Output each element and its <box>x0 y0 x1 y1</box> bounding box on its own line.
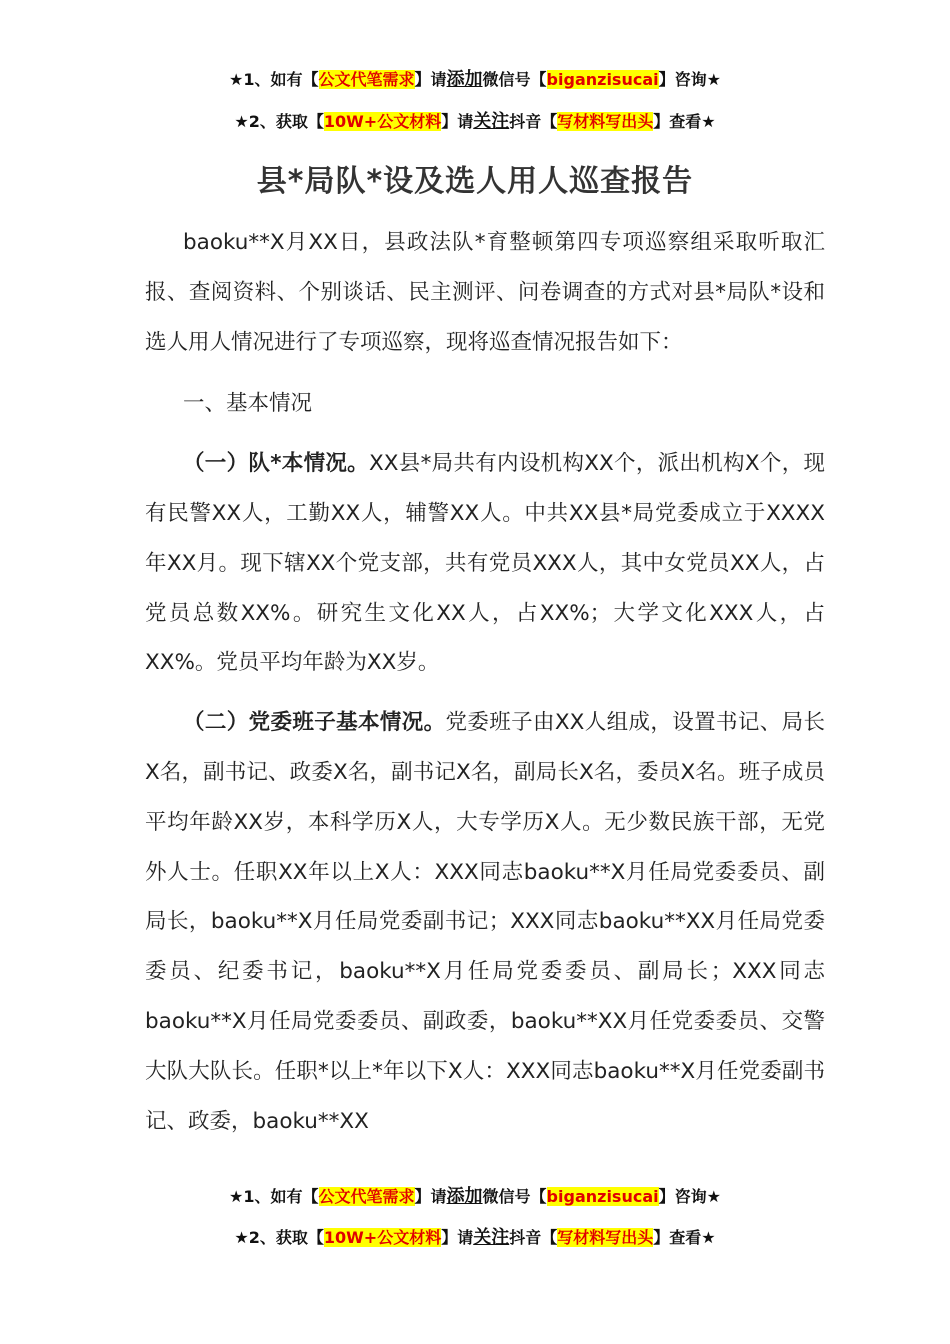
promo-text: ★1、如有【 <box>229 1187 319 1206</box>
promo-text: 】咨询★ <box>658 1187 721 1206</box>
paragraph-team-overview <box>145 439 825 688</box>
promo-text: 】请 <box>441 1228 474 1247</box>
promo-line-1-bottom <box>0 1186 950 1208</box>
paragraph-text: 党委班子由XX人组成，设置书记、局长X名，副书记、政委X名，副书记X名，副局长X名，委员X名。班子成员平均年龄XX岁，本科学历X人，大专学历X人。无少数民族干部，无党外人士。任职XX年以上X人：XXX同志baoku**X月任局党委委员、副局长，baoku**X月任局党委副书记；XXX同志baoku**XX月任局党委委员、纪委书记，baoku**X月任局党委委员、副局长；XXX同志baoku**X月任局党委委员、副政委，baoku**XX月任党委委员、交警大队大队长。任职*以上*年以下X人：XXX同志baoku**X月任党委副书记、政委，baoku**XX <box>145 710 825 1134</box>
promo-text: ★2、获取【 <box>234 1228 324 1247</box>
paragraph-party-committee <box>145 698 825 1146</box>
promo-highlight-douyin-id: 写材料写出头 <box>557 112 654 131</box>
promo-underlined: 添加 <box>446 1186 483 1207</box>
promo-text: 】请 <box>441 112 474 131</box>
promo-text: ★1、如有【 <box>229 70 319 89</box>
paragraph-lead: （一）队*本情况。 <box>183 451 369 477</box>
promo-underlined: 添加 <box>446 69 483 90</box>
promo-text: 】查看★ <box>653 1228 716 1247</box>
promo-highlight-wechat-id: biganzisucai <box>546 70 659 89</box>
promo-text: 】查看★ <box>653 112 716 131</box>
intro-paragraph: baoku**X月XX日，县政法队*育整顿第四专项巡察组采取听取汇报、查阅资料、个别谈话、民主测评、问卷调查的方式对县*局队*设和选人用人情况进行了专项巡察，现将巡查情况报告如下： <box>145 230 825 355</box>
promo-highlight: 公文代笔需求 <box>318 1187 415 1206</box>
promo-line-2-top <box>0 111 950 133</box>
promo-text: 】请 <box>414 70 447 89</box>
promo-highlight: 10W+公文材料 <box>323 112 442 131</box>
promo-text: 】请 <box>414 1187 447 1206</box>
paragraph-lead: （二）党委班子基本情况。 <box>183 710 446 736</box>
promo-text: 微信号【 <box>482 1187 547 1206</box>
promo-line-1-top <box>0 69 950 91</box>
promo-highlight: 10W+公文材料 <box>323 1228 442 1247</box>
section-heading-basic-situation: 一、基本情况 <box>183 391 313 417</box>
promo-highlight-wechat-id: biganzisucai <box>546 1187 659 1206</box>
promo-text: 微信号【 <box>482 70 547 89</box>
promo-line-2-bottom <box>0 1227 950 1249</box>
promo-underlined: 关注 <box>473 1227 510 1248</box>
promo-highlight-douyin-id: 写材料写出头 <box>557 1228 654 1247</box>
promo-text: 】咨询★ <box>658 70 721 89</box>
promo-highlight: 公文代笔需求 <box>318 70 415 89</box>
promo-underlined: 关注 <box>473 111 510 132</box>
promo-text: 抖音【 <box>509 112 558 131</box>
paragraph-text: XX县*局共有内设机构XX个，派出机构X个，现有民警XX人，工勤XX人，辅警XX人。中共XX县*局党委成立于XXXX年XX月。现下辖XX个党支部，共有党员XXX人，其中女党员XX人，占党员总数XX%。研究生文化XX人，占XX%；大学文化XXX人，占XX%。党员平均年龄为XX岁。 <box>145 451 825 676</box>
document-body <box>145 218 825 1146</box>
promo-text: ★2、获取【 <box>234 112 324 131</box>
promo-text: 抖音【 <box>509 1228 558 1247</box>
document-title: 县*局队*设及选人用人巡查报告 <box>256 164 694 199</box>
